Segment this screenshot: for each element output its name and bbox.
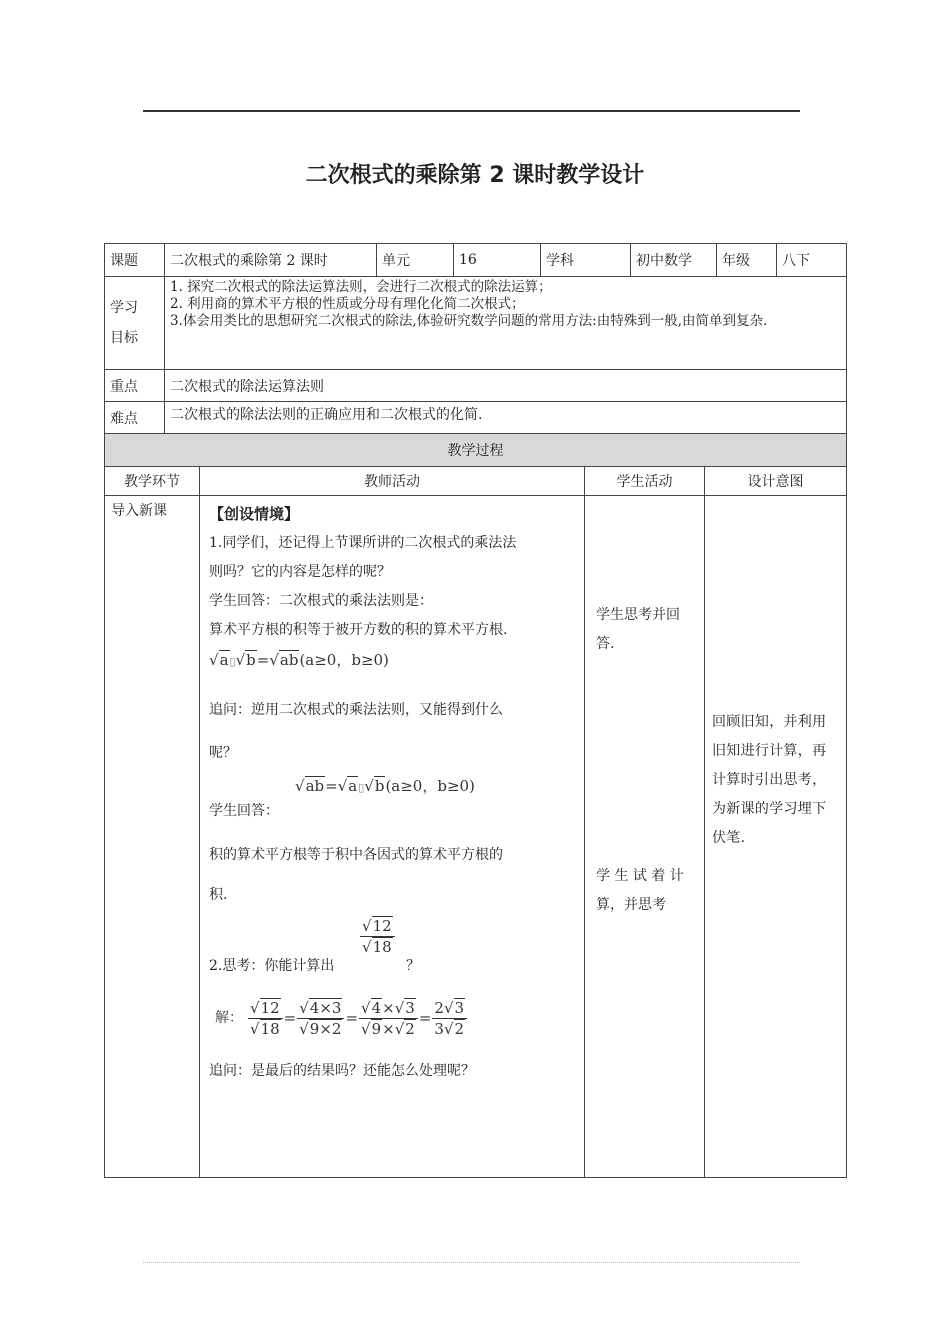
- key-value: 二次根式的除法运算法则: [165, 370, 847, 402]
- grade-value: 八下: [777, 244, 847, 277]
- col-intent: 设计意图: [705, 467, 847, 496]
- solution-fraction: $\frac{√4\times 3}{√9\times 2}$: [297, 998, 344, 1039]
- col-teacher: 教师活动: [200, 467, 585, 496]
- solution-fraction: $\frac{√12}{√18}$: [248, 998, 283, 1039]
- topic-value: 二次根式的乘除第 2 课时: [165, 244, 377, 277]
- question-1: 1.同学们，还记得上节课所讲的二次根式的乘法法: [209, 535, 517, 551]
- document-title: 二次根式的乘除第 2 课时教学设计: [305, 163, 645, 188]
- placeholder-box-icon: ▯: [358, 781, 365, 794]
- topic-label: 课题: [105, 244, 165, 277]
- unit-label: 单元: [377, 244, 454, 277]
- header-table: [104, 243, 847, 434]
- sqrt-icon: √: [364, 777, 374, 795]
- sqrt-icon: √: [235, 651, 246, 669]
- sqrt-icon: √: [250, 998, 260, 1017]
- objective-item: 2. 利用商的算术平方根的性质或分母有理化化简二次根式；: [170, 296, 525, 312]
- solution-fraction: $\frac{2√3}{3√2}$: [432, 998, 467, 1039]
- rule-text: 算术平方根的积等于被开方数的积的算术平方根.: [209, 622, 508, 638]
- answer-2: 学生回答：: [209, 803, 279, 819]
- process-table: [104, 433, 847, 1178]
- difficulty-value: 二次根式的除法法则的正确应用和二次根式的化简.: [165, 402, 847, 434]
- think-question: $\frac{√12}{√18}$ 2.思考：你能计算出 ？: [209, 917, 420, 974]
- followup-2: 追问：是最后的结果吗？还能怎么处理呢？: [209, 1063, 475, 1079]
- sqrt-icon: √: [361, 998, 371, 1017]
- objectives-label: 学习 目标: [105, 277, 165, 370]
- teacher-activity: [200, 496, 585, 1178]
- objective-item: 3.体会用类比的思想研究二次根式的除法,体验研究数学问题的常用方法:由特殊到一般,由简单到复杂.: [170, 313, 768, 329]
- key-label: 重点: [105, 370, 165, 402]
- sqrt-icon: √: [209, 651, 219, 669]
- rule-2: 积的算术平方根等于积中各因式的算术平方根的: [209, 847, 503, 863]
- sqrt-icon: √: [269, 651, 279, 669]
- sqrt-icon: √: [443, 1019, 454, 1038]
- sqrt-icon: √: [361, 1019, 371, 1038]
- question-1-cont: 则吗？它的内容是怎样的呢？: [209, 564, 391, 580]
- difficulty-label: 难点: [105, 402, 165, 434]
- sqrt-icon: √: [299, 998, 309, 1017]
- solution-fraction: $\frac{√4\times√3}{√9\times√2}$: [359, 998, 418, 1039]
- objectives-cell: [165, 277, 847, 370]
- solution: 解： $\frac{√12}{√18}$ = $\frac{√4\times 3}{√9\times 2}$ = $\frac{√4\times√3}{√9\times√2}$ = $\frac{2√3}{3√2}$: [209, 988, 576, 1048]
- sqrt-icon: √: [250, 1019, 260, 1038]
- sqrt-icon: √: [443, 998, 454, 1017]
- student-note-1: 学生思考并回答.: [596, 607, 680, 652]
- sqrt-icon: √: [362, 917, 372, 935]
- sqrt-icon: √: [362, 938, 372, 956]
- rule-2-cont: 积.: [209, 887, 228, 903]
- sqrt-icon: √: [299, 1019, 309, 1038]
- student-note-2: 学 生 试 着 计 算，并思考: [596, 868, 684, 913]
- process-title: 教学过程: [105, 434, 847, 467]
- think-fraction: $\frac{√12}{√18}$: [360, 916, 395, 957]
- formula-product: √a▯√b=√ab(a≥0，b≥0): [209, 651, 389, 669]
- objective-item: 1. 探究二次根式的除法运算法则，会进行二次根式的除法运算；: [170, 279, 552, 295]
- stage-cell: 导入新课: [105, 496, 200, 1178]
- design-intent: 回顾旧知，并利用旧知进行计算，再计算时引出思考，为新课的学习埋下伏笔.: [705, 496, 847, 1178]
- sqrt-icon: √: [295, 777, 305, 795]
- grade-label: 年级: [717, 244, 777, 277]
- student-activity: [585, 496, 705, 1178]
- bottom-rule: [143, 1262, 800, 1263]
- col-student: 学生活动: [585, 467, 705, 496]
- top-rule: [143, 110, 800, 112]
- answer-intro: 学生回答：二次根式的乘法法则是：: [209, 593, 433, 609]
- subject-label: 学科: [541, 244, 631, 277]
- placeholder-box-icon: ▯: [229, 655, 236, 668]
- followup-1: 追问：逆用二次根式的乘法法则，又能得到什么: [209, 702, 503, 718]
- formula-inverse: √ab=√a▯√b(a≥0，b≥0): [295, 777, 475, 795]
- followup-1-cont: 呢？: [209, 745, 237, 761]
- sqrt-icon: √: [337, 777, 348, 795]
- unit-value: 16: [454, 244, 541, 277]
- sqrt-icon: √: [394, 1019, 405, 1038]
- sqrt-icon: √: [394, 998, 405, 1017]
- col-stage: 教学环节: [105, 467, 200, 496]
- section-heading: 【创设情境】: [209, 505, 300, 523]
- subject-value: 初中数学: [631, 244, 717, 277]
